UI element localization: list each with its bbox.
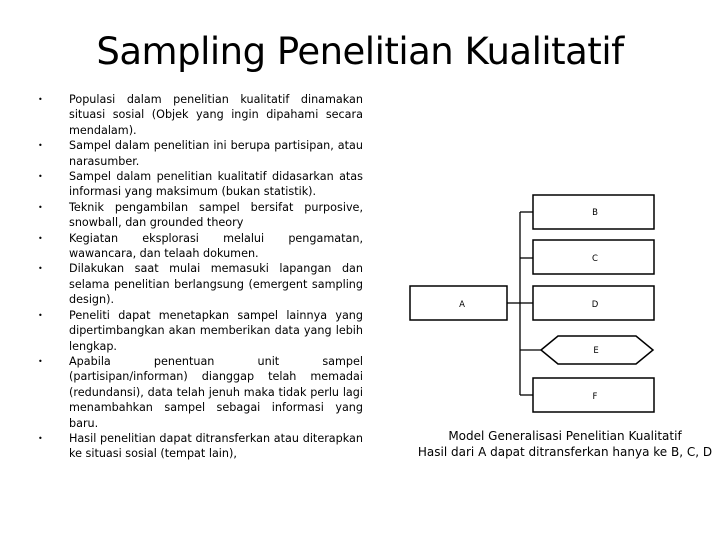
caption-line-2: Hasil dari A dapat ditransferkan hanya ke B, C, D xyxy=(417,445,713,459)
box-c-label: C xyxy=(592,254,598,264)
bullet-item: • Peneliti dapat menetapkan sampel lainnya yang dipertimbangkan akan memberikan data yang lebih lengkap. xyxy=(38,308,363,354)
bullet-item: • Apabila penentuan unit sampel (partisipan/informan) dianggap telah memadai (redundansi), data telah jenuh maka tidak perlu lagi menambahkan sampel sebagai informasi yang baru. xyxy=(38,354,363,431)
generalization-diagram xyxy=(400,190,720,415)
caption-line-1: Model Generalisasi Penelitian Kualitatif xyxy=(448,429,682,443)
bullet-item: • Kegiatan eksplorasi melalui pengamatan, wawancara, dan telaah dokumen. xyxy=(38,231,363,262)
box-a-label: A xyxy=(459,300,465,310)
box-b-label: B xyxy=(592,208,598,218)
page-title: Sampling Penelitian Kualitatif xyxy=(96,30,624,73)
bullet-item: • Sampel dalam penelitian ini berupa partisipan, atau narasumber. xyxy=(38,138,363,169)
bullet-item: • Sampel dalam penelitian kualitatif didasarkan atas informasi yang maksimum (bukan statistik). xyxy=(38,169,363,200)
bullet-item: • Dilakukan saat mulai memasuki lapangan dan selama penelitian berlangsung (emergent sampling design). xyxy=(38,261,363,307)
box-e-label: E xyxy=(593,346,599,356)
diagram-caption xyxy=(400,428,720,460)
bullet-item: • Teknik pengambilan sampel bersifat purposive, snowball, dan grounded theory xyxy=(38,200,363,231)
box-d-label: D xyxy=(591,300,599,310)
box-f-label: F xyxy=(592,392,598,402)
bullet-item: • Populasi dalam penelitian kualitatif dinamakan situasi sosial (Objek yang ingin dipahami secara mendalam). xyxy=(38,92,363,138)
bullet-list xyxy=(38,92,363,462)
bullet-item: • Hasil penelitian dapat ditransferkan atau diterapkan ke situasi sosial (tempat lain), xyxy=(38,431,363,462)
